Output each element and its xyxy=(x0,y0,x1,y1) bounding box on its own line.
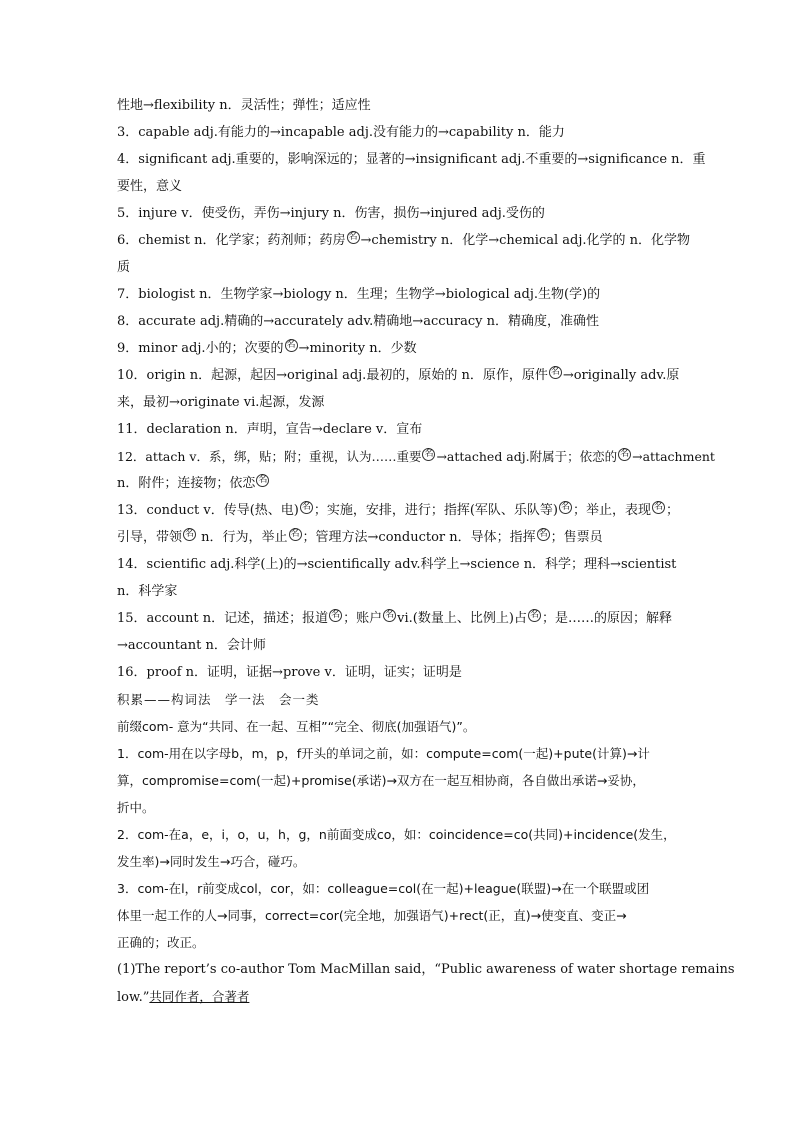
line-text: n．附件；连接物；依恋 xyxy=(117,476,256,491)
line-text: 15．account n．记述，描述；报道 xyxy=(117,611,329,626)
entry-12 xyxy=(117,443,715,470)
rule-2-cont: 发生率)→同时发生→巧合，碰巧。 xyxy=(117,854,306,869)
line-text: →minority n．少数 xyxy=(298,341,417,356)
noun-marker-icon: 名 xyxy=(331,609,341,620)
noun-marker-icon: 名 xyxy=(560,501,570,512)
entry-4-cont xyxy=(117,173,677,200)
line-text: 16．proof n．证明，证据→prove v．证明，证实；证明是 xyxy=(117,665,462,680)
entry-15 xyxy=(117,605,677,632)
line-text: 来，最初→originate vi.起源，发源 xyxy=(117,395,325,410)
line-text: vi.(数量上、比例上)占 xyxy=(397,611,527,626)
answer-text: 共同作者，合著者 xyxy=(149,989,250,1004)
line-text: 6．chemist n．化学家；药剂师；药房 xyxy=(117,233,346,248)
entry-13-cont xyxy=(117,524,677,551)
entry-4 xyxy=(117,146,706,173)
line-text: →attachment xyxy=(632,449,715,464)
line-text: ；账户 xyxy=(343,611,383,626)
line-text: →originally adv.原 xyxy=(562,368,680,383)
line-text: n．科学家 xyxy=(117,584,178,599)
line-text: →chemistry n．化学→chemical adj.化学的 n．化学物 xyxy=(360,233,690,248)
rule-3-cont: 体里一起工作的人→同事，correct=cor(完全地，加强语气)+rect(正，直)→使变直、变正→ xyxy=(117,908,627,923)
section-title: 积累——构词法 学一法 会一类 xyxy=(117,692,320,707)
noun-marker-icon: 名 xyxy=(654,501,664,512)
line-text: 7．biologist n．生物学家→biology n．生理；生物学→biological adj.生物(学)的 xyxy=(117,287,601,302)
entry-11 xyxy=(117,416,677,443)
noun-marker-icon: 名 xyxy=(550,366,560,377)
noun-marker-icon: 名 xyxy=(385,609,395,620)
line-text: 9．minor adj.小的；次要的 xyxy=(117,341,284,356)
entry-10 xyxy=(117,362,680,389)
line-text: n．行为，举止 xyxy=(197,530,288,545)
line-text: 5．injure v．使受伤，弄伤→injury n．伤害，损伤→injured adj.受伤的 xyxy=(117,206,545,221)
entry-14-cont xyxy=(117,578,677,605)
prefix-definition: 前缀com- 意为“共同、在一起、互相”“完全、彻底(加强语气)”。 xyxy=(117,719,476,734)
noun-marker-icon: 名 xyxy=(185,528,195,539)
line-text: 4．significant adj.重要的，影响深远的；显著的→insignificant adj.不重要的→significance n．重 xyxy=(117,152,706,167)
line-text: ；实施，安排，进行；指挥(军队、乐队等) xyxy=(313,503,558,518)
entry-7 xyxy=(117,281,677,308)
entry-12-cont xyxy=(117,470,677,497)
line-text: 11．declaration n．声明，宣告→declare v．宣布 xyxy=(117,422,423,437)
entry-10-cont xyxy=(117,389,677,416)
line-text: ；是……的原因；解释 xyxy=(541,611,672,626)
line-text: 13．conduct v．传导(热、电) xyxy=(117,503,299,518)
noun-marker-icon: 名 xyxy=(301,501,311,512)
rule-3-cont: 正确的；改正。 xyxy=(117,935,205,950)
line-text: 10．origin n．起源，起因→original adj.最初的，原始的 n．原作，原件 xyxy=(117,368,548,383)
text-line xyxy=(117,92,677,119)
noun-marker-icon: 名 xyxy=(620,448,630,459)
rule-2: 2．com-在a，e，i，o，u，h，g，n前面变成co，如：coincidence=co(共同)+incidence(发生， xyxy=(117,827,676,842)
noun-marker-icon: 名 xyxy=(529,609,539,620)
rule-3: 3．com-在l，r前变成col，cor，如：colleague=col(在一起)+league(联盟)→在一个联盟或团 xyxy=(117,881,650,896)
noun-marker-icon: 名 xyxy=(258,474,268,485)
entry-3 xyxy=(117,119,677,146)
example-1: (1)The report’s co-author Tom MacMillan said，“Public awareness of water shortage remains xyxy=(117,962,735,977)
entry-15-cont xyxy=(117,632,677,659)
line-text: 引导，带领 xyxy=(117,530,183,545)
entry-13 xyxy=(117,497,680,524)
line-text: 14．scientific adj.科学(上)的→scientifically adv.科学上→science n．科学；理科→scientist xyxy=(117,557,677,572)
line-text: ；管理方法→conductor n．导体；指挥 xyxy=(302,530,536,545)
entry-6 xyxy=(117,227,690,254)
noun-marker-icon: 名 xyxy=(348,231,358,242)
rule-1: 1．com-用在以字母b，m，p，f开头的单词之前，如：compute=com(一起)+pute(计算)→计 xyxy=(117,746,650,761)
entry-14 xyxy=(117,551,677,578)
line-text: →accountant n．会计师 xyxy=(117,638,266,653)
line-text: ；售票员 xyxy=(550,530,603,545)
entry-6-cont xyxy=(117,254,677,281)
line-text: 质 xyxy=(117,260,131,275)
line-text: 性地→flexibility n．灵活性；弹性；适应性 xyxy=(117,98,371,113)
noun-marker-icon: 名 xyxy=(290,528,300,539)
rule-1-cont: 折中。 xyxy=(117,800,155,815)
noun-marker-icon: 名 xyxy=(424,448,434,459)
rule-1-cont: 算，compromise=com(一起)+promise(承诺)→双方在一起互相协商，各自做出承诺→妥协， xyxy=(117,773,645,788)
entry-5 xyxy=(117,200,677,227)
line-text: 要性，意义 xyxy=(117,179,183,194)
line-text: →attached adj.附属于；依恋的 xyxy=(436,449,618,464)
line-text: ； xyxy=(666,503,680,518)
line-text: ；举止，表现 xyxy=(573,503,652,518)
example-1-cont xyxy=(117,983,677,1011)
line-text: 8．accurate adj.精确的→accurately adv.精确地→accuracy n．精确度，准确性 xyxy=(117,314,599,329)
entry-9 xyxy=(117,335,677,362)
line-text: 3．capable adj.有能力的→incapable adj.没有能力的→capability n．能力 xyxy=(117,125,565,140)
line-text: low.” xyxy=(117,990,150,1005)
line-text: 12．attach v．系，绑，贴；附；重视，认为……重要 xyxy=(117,449,422,464)
noun-marker-icon: 名 xyxy=(286,339,296,350)
noun-marker-icon: 名 xyxy=(538,528,548,539)
entry-16 xyxy=(117,659,677,686)
entry-8 xyxy=(117,308,677,335)
